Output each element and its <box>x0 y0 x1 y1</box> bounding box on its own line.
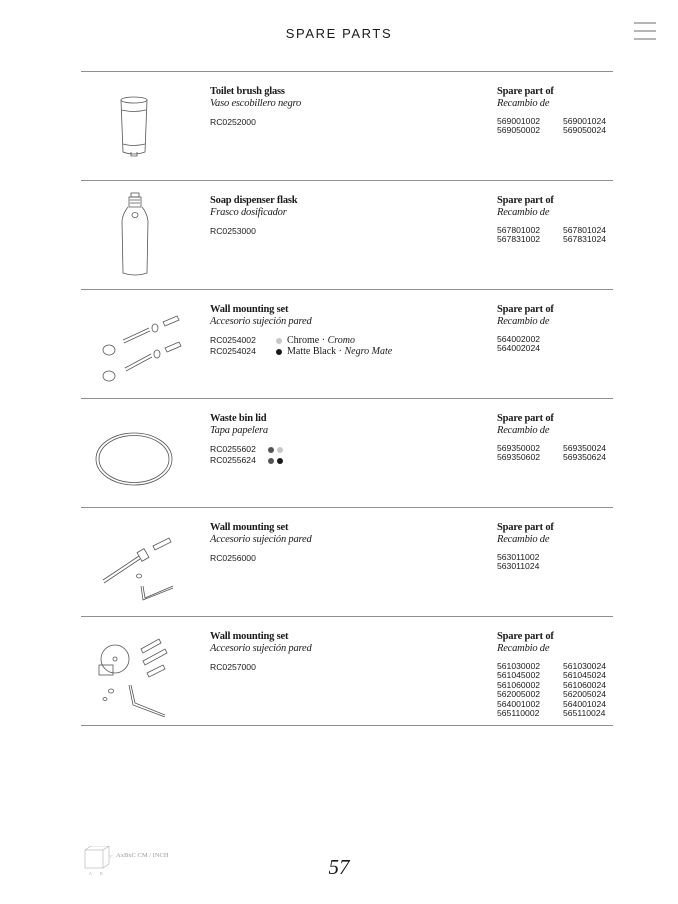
page-title: SPARE PARTS <box>285 26 393 41</box>
chrome-finish-dot <box>276 338 282 344</box>
ref-code: 561030024 <box>563 661 607 671</box>
part-name: Wall mounting set <box>210 304 289 315</box>
hamburger-menu-icon[interactable] <box>634 22 656 40</box>
ref-code: 561030002 <box>497 661 541 671</box>
black-dot <box>277 458 283 464</box>
ref-code: 569350624 <box>563 452 607 463</box>
ref-code: 569350024 <box>563 443 607 453</box>
part-name-es: Accesorio sujeción pared <box>210 316 312 327</box>
toilet-brush-glass-image <box>85 80 201 172</box>
ref-code: 565110024 <box>563 708 606 719</box>
part-code: RC0254002 <box>210 335 256 345</box>
ref-code: 569001002 <box>497 116 541 126</box>
ref-code: 564001024 <box>563 698 607 709</box>
part-name: Wall mounting set <box>210 522 289 533</box>
svg-text:B: B <box>100 871 103 876</box>
part-name-es: Tapa papelera <box>210 425 268 436</box>
part-code: RC0252000 <box>210 117 256 127</box>
ref-code: 569050024 <box>563 125 607 136</box>
part-code: RC0254024 <box>210 346 256 356</box>
spare-part-label-es: Recambio de <box>497 316 550 327</box>
ref-code: 562005002 <box>497 689 541 700</box>
ref-code: 569350002 <box>497 443 541 453</box>
part-name-es: Frasco dosificador <box>210 207 287 218</box>
spare-part-label: Spare part of <box>497 413 554 424</box>
wall-mounting-set-image <box>85 298 201 390</box>
part-code: RC0255602 <box>210 444 256 454</box>
spare-part-label: Spare part of <box>497 304 554 315</box>
soap-dispenser-flask-image <box>85 189 201 281</box>
spare-part-label-es: Recambio de <box>497 643 550 654</box>
finish-label: Matte Black · Negro Mate <box>287 346 393 357</box>
part-name: Waste bin lid <box>210 413 267 424</box>
wall-mounting-set-image <box>85 625 201 717</box>
waste-bin-lid-image <box>85 407 201 499</box>
matte-black-finish-dot <box>276 349 282 355</box>
ref-code: 567831024 <box>563 234 607 245</box>
ref-code: 569050002 <box>497 125 541 136</box>
ref-code: 561060024 <box>563 679 607 690</box>
ref-code: 561045024 <box>563 670 607 681</box>
part-row <box>81 71 613 180</box>
ref-code: 564001002 <box>497 698 541 709</box>
part-name: Wall mounting set <box>210 631 289 642</box>
finish-label: Chrome · Cromo <box>287 335 355 346</box>
spare-part-label-es: Recambio de <box>497 207 550 218</box>
part-code: RC0253000 <box>210 226 256 236</box>
ref-code: 564002024 <box>497 343 541 354</box>
spare-part-label-es: Recambio de <box>497 425 550 436</box>
part-name: Soap dispenser flask <box>210 195 298 206</box>
spare-part-label: Spare part of <box>497 522 554 533</box>
black-dot <box>268 458 274 464</box>
spare-part-label: Spare part of <box>497 631 554 642</box>
ref-code: 563011002 <box>497 552 540 562</box>
ref-code: 569350602 <box>497 452 541 463</box>
ref-code: 567801002 <box>497 225 541 235</box>
part-code: RC0256000 <box>210 553 256 563</box>
chrome-dot <box>277 447 283 453</box>
part-row <box>81 398 613 507</box>
part-row <box>81 289 613 398</box>
dimensions-label: AxBxC CM / INCH <box>116 852 169 859</box>
ref-code: 561045002 <box>497 670 541 681</box>
ref-code: 561060002 <box>497 679 541 690</box>
part-name-es: Accesorio sujeción pared <box>210 643 312 654</box>
ref-code: 569001024 <box>563 116 607 126</box>
part-code: RC0257000 <box>210 662 256 672</box>
ref-code: 564002002 <box>497 334 541 344</box>
spare-part-label: Spare part of <box>497 195 554 206</box>
svg-text:A: A <box>89 871 92 876</box>
spare-parts-list <box>81 71 613 726</box>
black-dot <box>268 447 274 453</box>
part-code: RC0255624 <box>210 455 256 465</box>
part-row <box>81 180 613 289</box>
ref-code: 562005024 <box>563 689 607 700</box>
page-number: 57 <box>328 855 350 879</box>
part-name-es: Vaso escobillero negro <box>210 98 302 109</box>
ref-code: 565110002 <box>497 708 540 719</box>
part-row <box>81 507 613 616</box>
wall-mounting-set-image <box>85 516 201 608</box>
part-row <box>81 616 613 726</box>
ref-code: 563011024 <box>497 561 540 572</box>
spare-part-label-es: Recambio de <box>497 98 550 109</box>
ref-code: 567831002 <box>497 234 541 245</box>
spare-part-label-es: Recambio de <box>497 534 550 545</box>
part-name-es: Accesorio sujeción pared <box>210 534 312 545</box>
spare-part-label: Spare part of <box>497 86 554 97</box>
ref-code: 567801024 <box>563 225 607 235</box>
part-name: Toilet brush glass <box>210 86 285 97</box>
svg-text:C: C <box>110 854 113 859</box>
